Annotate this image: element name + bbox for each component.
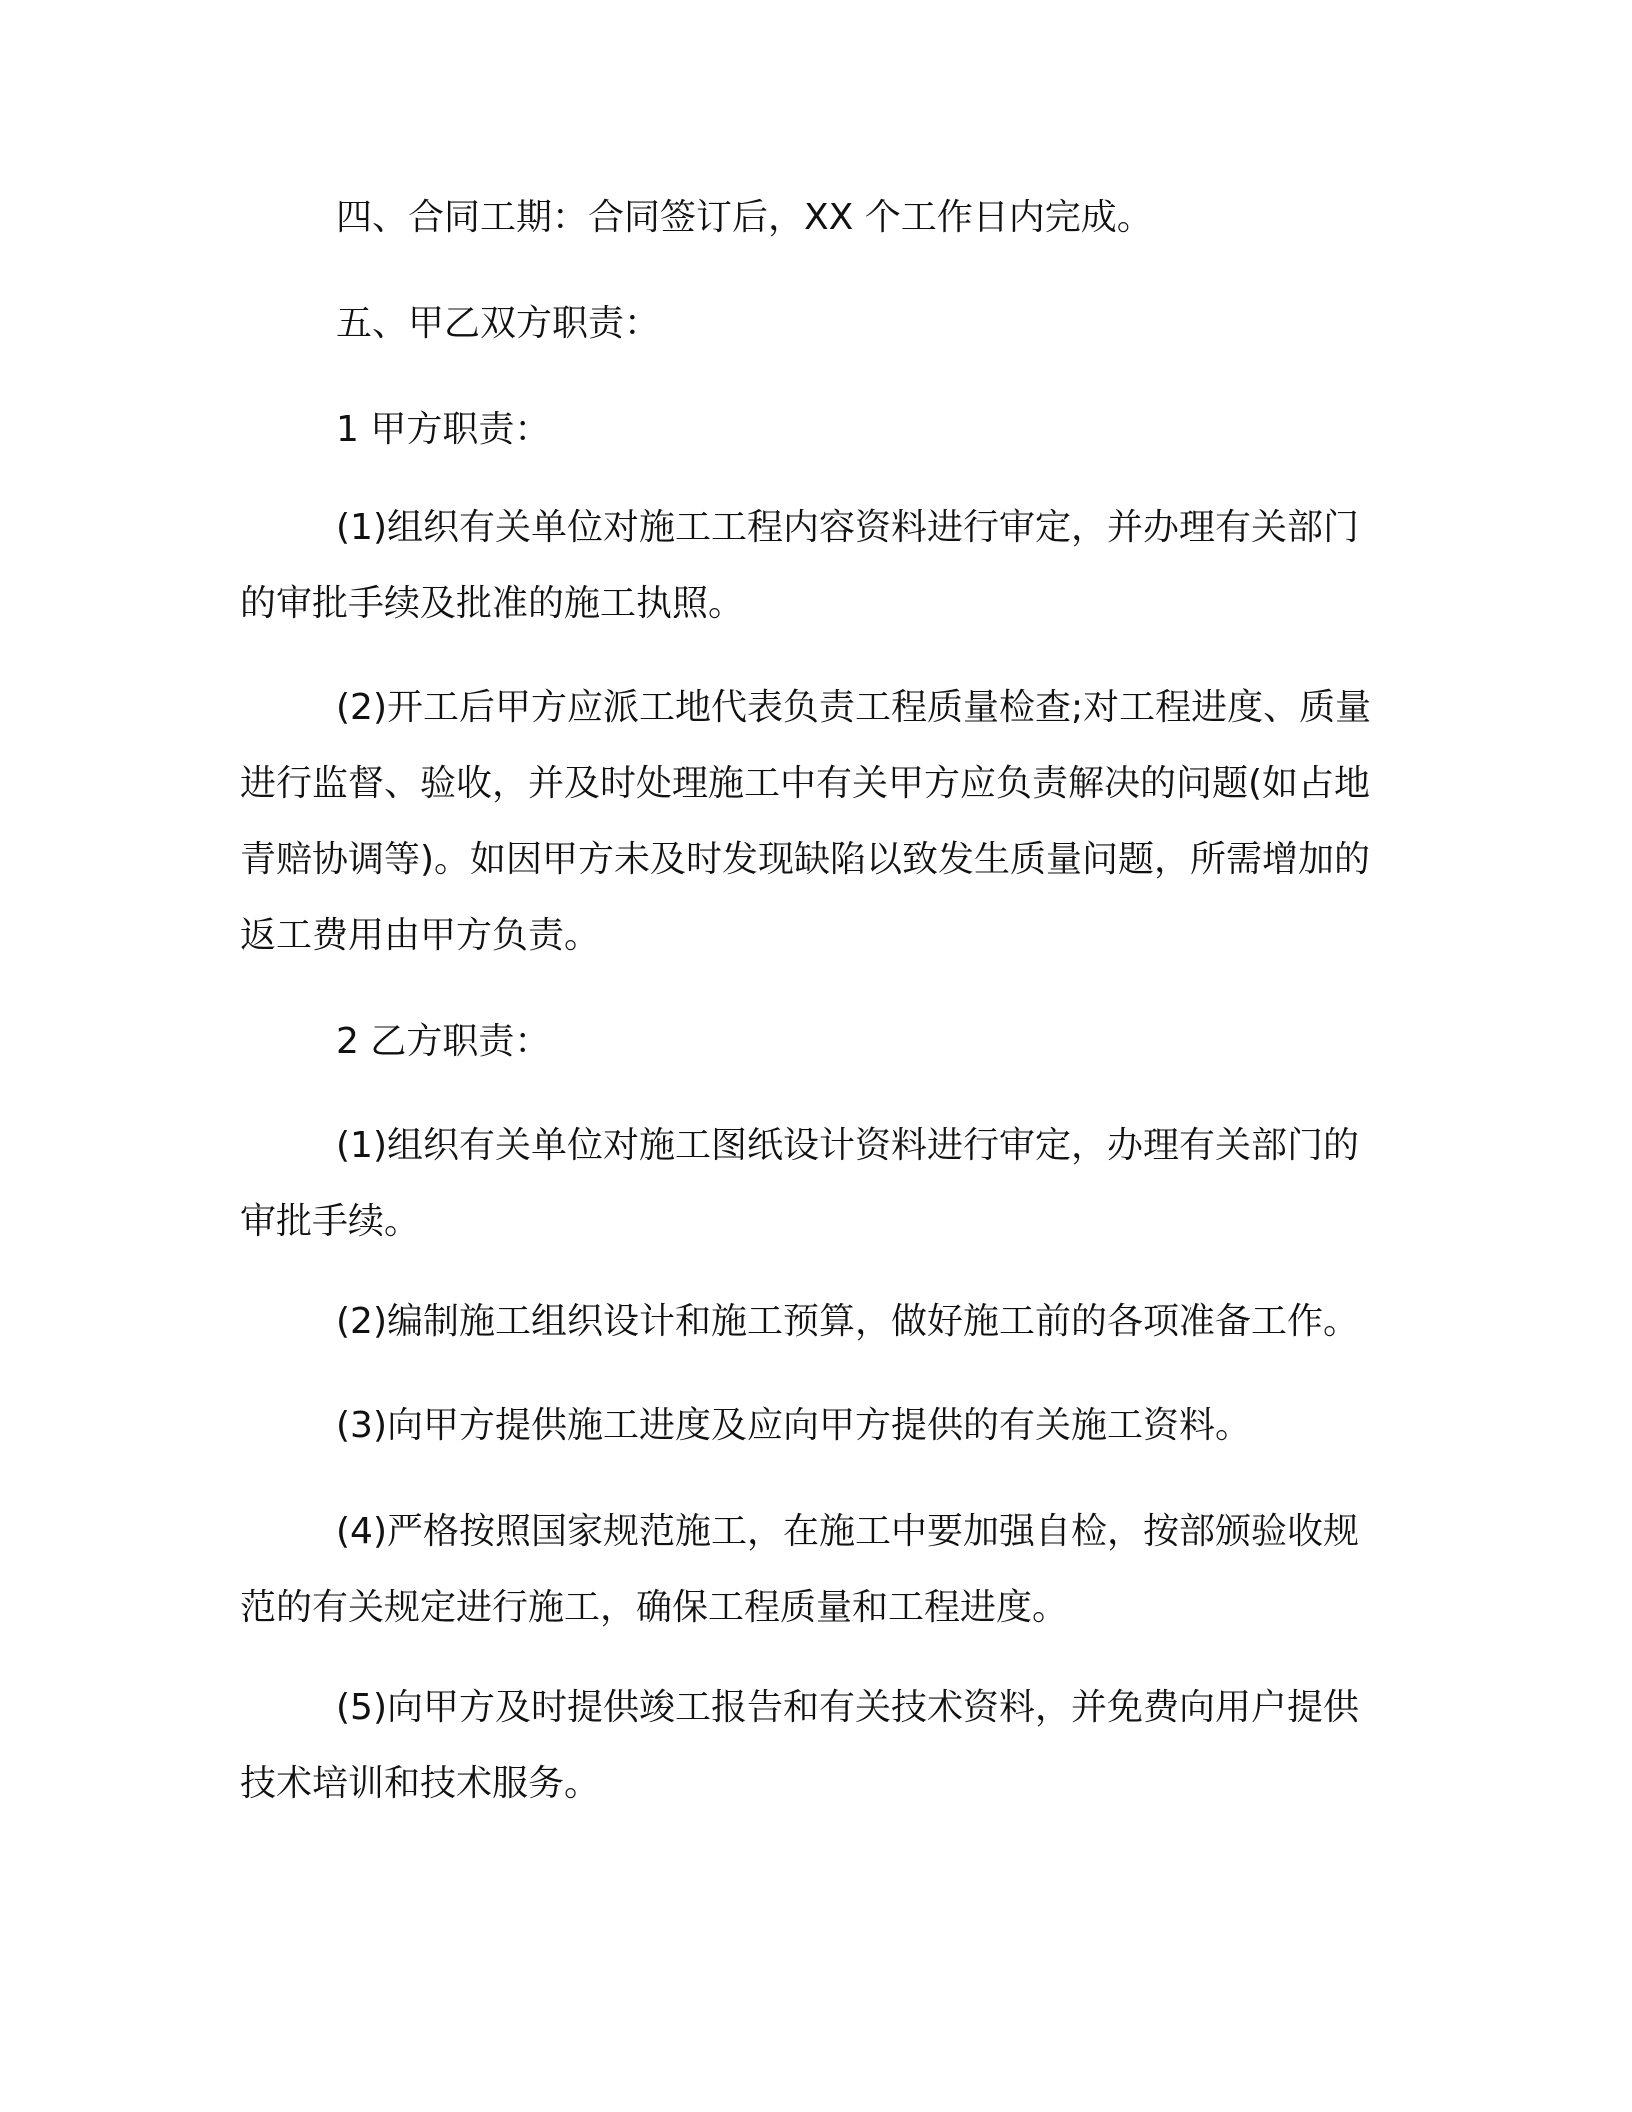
party-b-item-5: (5)向甲方及时提供竣工报告和有关技术资料，并免费向用户提供技术培训和技术服务。 <box>240 1687 1359 1804</box>
party-b-item-3: (3)向甲方提供施工进度及应向甲方提供的有关施工资料。 <box>336 1405 1251 1446</box>
party-a-item-2: (2)开工后甲方应派工地代表负责工程质量检查;对工程进度、质量进行监督、验收，并及时处理施工中有关甲方应负责解决的问题(如占地青赔协调等)。如因甲方未及时发现缺陷以致发生质量问题，所需增加的返工费用由甲方负责。 <box>240 687 1372 956</box>
party-b-heading: 2 乙方职责： <box>336 1021 551 1062</box>
section-4-contract-period: 四、合同工期：合同签订后，XX 个工作日内完成。 <box>336 197 1153 238</box>
party-b-item-1: (1)组织有关单位对施工图纸设计资料进行审定，办理有关部门的审批手续。 <box>240 1125 1359 1242</box>
party-a-heading: 1 甲方职责： <box>336 409 551 450</box>
section-5-responsibilities-heading: 五、甲乙双方职责： <box>336 303 661 344</box>
party-b-item-4: (4)严格按照国家规范施工，在施工中要加强自检，按部颁验收规范的有关规定进行施工，确保工程质量和工程进度。 <box>240 1511 1359 1628</box>
party-a-item-1: (1)组织有关单位对施工工程内容资料进行审定，并办理有关部门的审批手续及批准的施工执照。 <box>240 507 1359 624</box>
party-b-item-2: (2)编制施工组织设计和施工预算，做好施工前的各项准备工作。 <box>336 1301 1359 1342</box>
